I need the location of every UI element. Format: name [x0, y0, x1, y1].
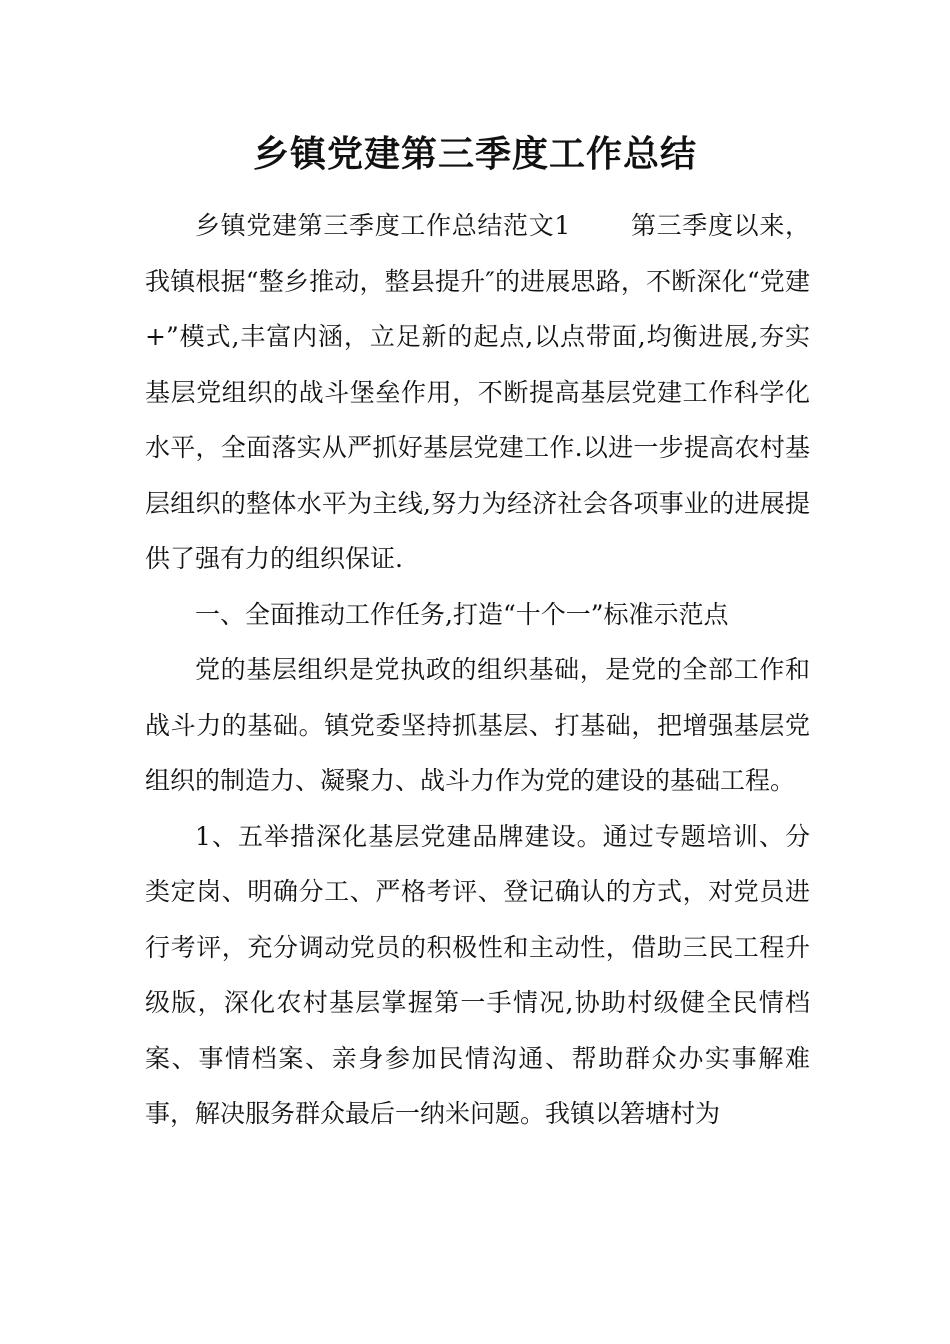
document-title: 乡镇党建第三季度工作总结: [252, 133, 697, 175]
section-heading: 一、全面推动工作任务,打造“十个一”标准示范点: [195, 599, 729, 629]
paragraph: 1、五举措深化基层党建品牌建设。通过专题培训、分类定岗、明确分工、严格考评、登记确认的方式，对党员进行考评，充分调动党员的积极性和主动性，借助三民工程升级版，深化农村基层掌握第一手情况,协助村级健全民情档案、事情档案、亲身参加民情沟通、帮助群众办实事解难事，解决服务群众最后一纳米问题。我镇以箬塘村为: [145, 821, 810, 1128]
document-body: [145, 198, 810, 1142]
paragraph-text: 第三季度以来，我镇根据“整乡推动，整县提升″的进展思路，不断深化“党建+”模式,丰富内涵，立足新的起点,以点带面,均衡进展,夯实基层党组织的战斗堡垒作用，不断提高基层党建工作科学化水平，全面落实从严抓好基层党建工作.以进一步提高农村基层组织的整体水平为主线,努力为经济社会各项事业的进展提供了强有力的组织保证.: [145, 211, 810, 573]
paragraph-intro: [145, 198, 810, 587]
paragraph-lead: 乡镇党建第三季度工作总结范文1: [195, 211, 571, 240]
paragraph: 党的基层组织是党执政的组织基础，是党的全部工作和战斗力的基础。镇党委坚持抓基层、打基础，把增强基层党组织的制造力、凝聚力、战斗力作为党的建设的基础工程。: [145, 655, 810, 795]
